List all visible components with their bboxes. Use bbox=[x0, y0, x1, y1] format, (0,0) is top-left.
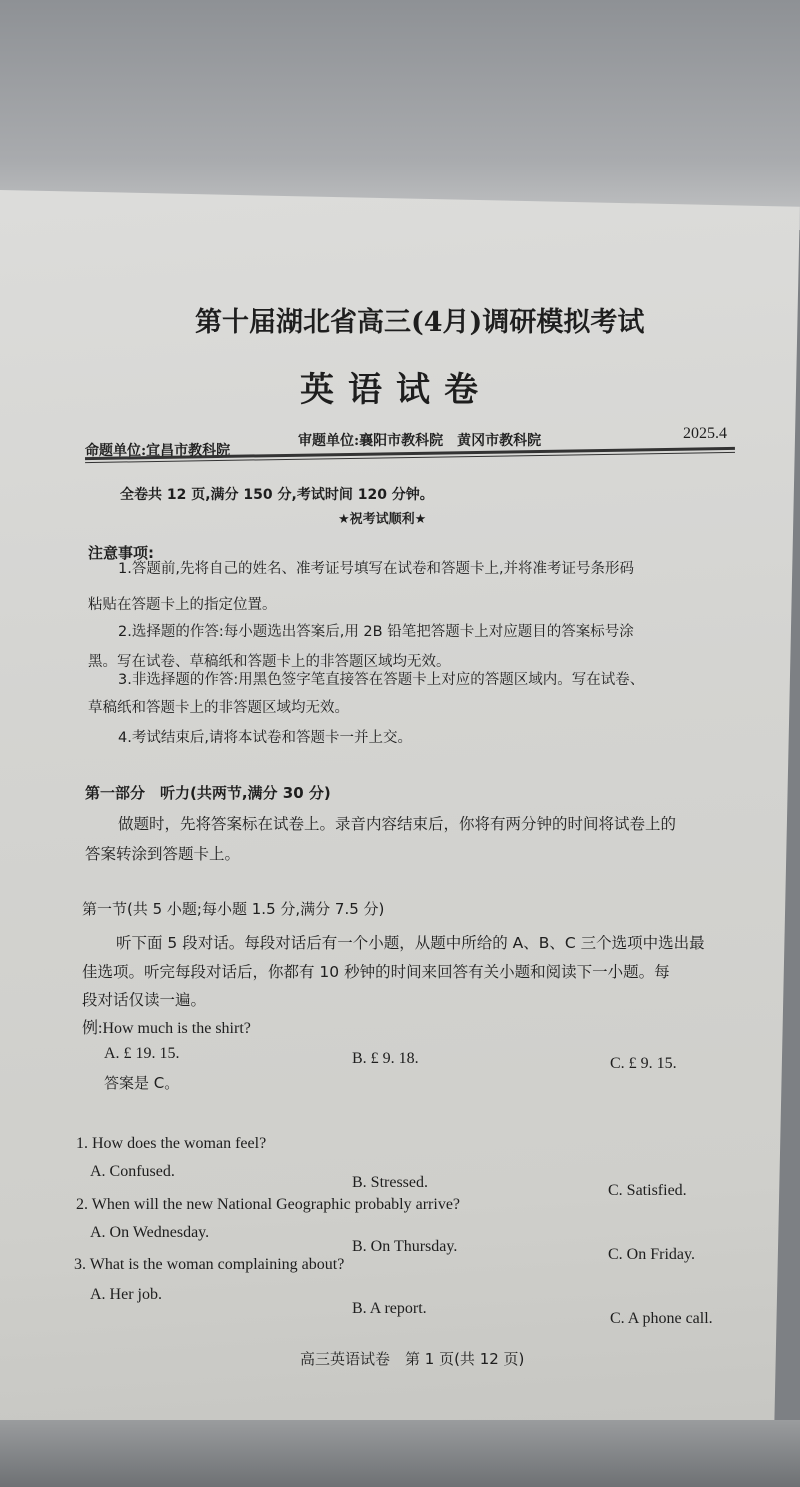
subject-title: 英语试卷 bbox=[300, 370, 492, 410]
note-line: 草稿纸和答题卡上的非答题区域均无效。 bbox=[88, 700, 349, 716]
question-2: 2. When will the new National Geographic probably arrive? bbox=[76, 1196, 461, 1213]
section1-heading: 第一节(共 5 小题;每小题 1.5 分,满分 7.5 分) bbox=[82, 900, 385, 918]
exam-title: 第十届湖北省高三(4月)调研模拟考试 bbox=[195, 307, 645, 338]
question-1: 1. How does the woman feel? bbox=[76, 1135, 267, 1152]
background-bottom bbox=[0, 1420, 800, 1487]
part1-intro: 答案转涂到答题卡上。 bbox=[85, 845, 241, 863]
option: B. Stressed. bbox=[352, 1174, 428, 1191]
note-line: 2.选择题的作答:每小题选出答案后,用 2B 铅笔把答题卡上对应题目的答案标号涂 bbox=[118, 624, 634, 640]
part1-heading: 第一部分 听力(共两节,满分 30 分) bbox=[85, 784, 331, 802]
setter: 命题单位:宜昌市教科院 bbox=[85, 443, 231, 459]
option: C. On Friday. bbox=[608, 1246, 695, 1263]
question-3: 3. What is the woman complaining about? bbox=[74, 1256, 345, 1273]
option: C. Satisfied. bbox=[608, 1182, 687, 1199]
example-option-c: C. £ 9. 15. bbox=[610, 1055, 677, 1072]
option: B. On Thursday. bbox=[352, 1238, 458, 1255]
example-question: 例:How much is the shirt? bbox=[82, 1020, 251, 1037]
summary: 全卷共 12 页,满分 150 分,考试时间 120 分钟。 bbox=[120, 487, 434, 503]
wish: ★祝考试顺利★ bbox=[338, 512, 427, 527]
example-option-b: B. £ 9. 18. bbox=[352, 1050, 419, 1067]
note-line: 1.答题前,先将自己的姓名、准考证号填写在试卷和答题卡上,并将准考证号条形码 bbox=[118, 561, 635, 577]
option: A. On Wednesday. bbox=[90, 1224, 210, 1241]
note-line: 3.非选择题的作答:用黑色签字笔直接答在答题卡上对应的答题区域内。写在试卷、 bbox=[118, 672, 645, 688]
section1-intro: 佳选项。听完每段对话后，你都有 10 秒钟的时间来回答有关小题和阅读下一小题。每 bbox=[82, 963, 670, 981]
note-line: 粘贴在答题卡上的指定位置。 bbox=[88, 597, 277, 613]
page-footer: 高三英语试卷 第 1 页(共 12 页) bbox=[300, 1350, 525, 1368]
option: C. A phone call. bbox=[610, 1310, 713, 1327]
section1-intro: 段对话仅读一遍。 bbox=[82, 991, 207, 1009]
exam-date: 2025.4 bbox=[683, 425, 727, 442]
note-line: 黑。写在试卷、草稿纸和答题卡上的非答题区域均无效。 bbox=[88, 654, 451, 670]
part1-intro: 做题时，先将答案标在试卷上。录音内容结束后，你将有两分钟的时间将试卷上的 bbox=[118, 815, 677, 833]
section1-intro: 听下面 5 段对话。每段对话后有一个小题，从题中所给的 A、B、C 三个选项中选出最 bbox=[116, 934, 705, 952]
option: B. A report. bbox=[352, 1300, 427, 1317]
option: A. Confused. bbox=[90, 1163, 175, 1180]
reviewer: 审题单位:襄阳市教科院 黄冈市教科院 bbox=[298, 433, 542, 449]
note-line: 4.考试结束后,请将本试卷和答题卡一并上交。 bbox=[118, 730, 412, 746]
example-answer: 答案是 C。 bbox=[104, 1074, 180, 1092]
notes-heading: 注意事项: bbox=[88, 544, 154, 562]
option: A. Her job. bbox=[90, 1286, 162, 1303]
example-option-a: A. £ 19. 15. bbox=[104, 1045, 180, 1062]
